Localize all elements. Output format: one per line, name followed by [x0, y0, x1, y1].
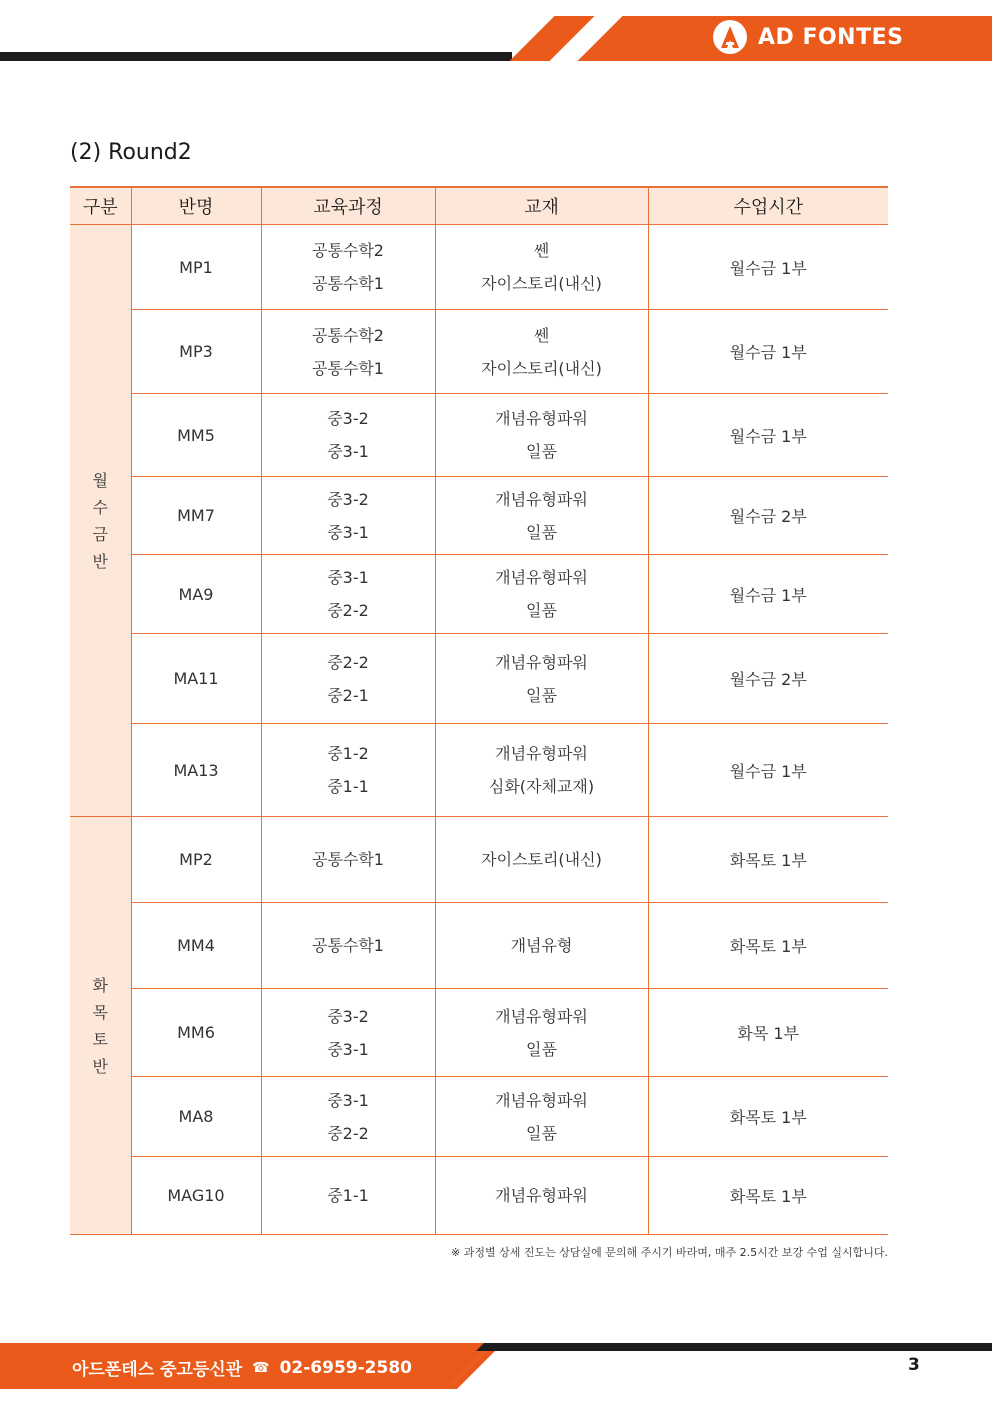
course-cell: 공통수학2 공통수학1: [261, 225, 435, 310]
book-cell: 개념유형파워 일품: [435, 555, 648, 634]
book-cell: 개념유형파워 심화(자체교재): [435, 724, 648, 817]
header-dark-line: [0, 52, 512, 61]
class-name: MM4: [131, 903, 261, 989]
time-cell: 월수금 1부: [648, 724, 888, 817]
header-class: 반명: [131, 187, 261, 225]
table-row: [70, 989, 888, 1077]
time-cell: 화목토 1부: [648, 1077, 888, 1157]
table-row: [70, 555, 888, 634]
header-group: 구분: [70, 187, 131, 225]
time-cell: 화목토 1부: [648, 903, 888, 989]
logo-text: AD FONTES: [758, 24, 904, 50]
course-cell: 공통수학1: [261, 817, 435, 903]
book-cell: 개념유형파워 일품: [435, 394, 648, 477]
table-header-row: [70, 187, 888, 225]
class-name: MA13: [131, 724, 261, 817]
header-accent-stripe: [510, 16, 595, 61]
page-number: 3: [908, 1355, 920, 1375]
course-cell: 중3-2 중3-1: [261, 394, 435, 477]
phone-number: 02-6959-2580: [279, 1357, 412, 1378]
class-name: MM6: [131, 989, 261, 1077]
section-title: (2) Round2: [70, 140, 192, 165]
footnote: ※ 과정별 상세 진도는 상담실에 문의해 주시기 바라며, 매주 2.5시간 보강 수업 실시합니다.: [451, 1246, 888, 1259]
book-cell: 쎈 자이스토리(내신): [435, 310, 648, 394]
class-name: MP2: [131, 817, 261, 903]
book-cell: 개념유형: [435, 903, 648, 989]
book-cell: 쎈 자이스토리(내신): [435, 225, 648, 310]
group-label-tts: 화 목 토 반: [70, 817, 131, 1235]
group-label-mwf: 월 수 금 반: [70, 225, 131, 817]
table-row: [70, 310, 888, 394]
course-cell: 공통수학2 공통수학1: [261, 310, 435, 394]
time-cell: 월수금 2부: [648, 477, 888, 555]
course-cell: 공통수학1: [261, 903, 435, 989]
table-row: [70, 634, 888, 724]
table-row: [70, 1157, 888, 1235]
course-cell: 중2-2 중2-1: [261, 634, 435, 724]
course-cell: 중1-2 중1-1: [261, 724, 435, 817]
branch-name: 아드폰테스 중고등신관: [72, 1360, 243, 1380]
footer-dark-line: [490, 1343, 992, 1351]
book-cell: 개념유형파워 일품: [435, 1077, 648, 1157]
course-cell: 중1-1: [261, 1157, 435, 1235]
book-cell: 개념유형파워 일품: [435, 477, 648, 555]
course-cell: 중3-2 중3-1: [261, 989, 435, 1077]
class-name: MP1: [131, 225, 261, 310]
table-row: [70, 394, 888, 477]
table-row: [70, 903, 888, 989]
book-cell: 개념유형파워 일품: [435, 989, 648, 1077]
class-name: MA8: [131, 1077, 261, 1157]
table-row: [70, 225, 888, 310]
schedule-table: [70, 186, 888, 1235]
table-row: [70, 477, 888, 555]
book-cell: 개념유형파워 일품: [435, 634, 648, 724]
table-row: [70, 1077, 888, 1157]
brand-logo: [712, 19, 903, 55]
time-cell: 월수금 1부: [648, 555, 888, 634]
course-cell: 중3-2 중3-1: [261, 477, 435, 555]
time-cell: 화목 1부: [648, 989, 888, 1077]
book-cell: 자이스토리(내신): [435, 817, 648, 903]
book-cell: 개념유형파워: [435, 1157, 648, 1235]
class-name: MA11: [131, 634, 261, 724]
header-time: 수업시간: [648, 187, 888, 225]
logo-a-icon: [712, 19, 748, 55]
time-cell: 월수금 2부: [648, 634, 888, 724]
table-row: [70, 817, 888, 903]
phone-icon: ☎: [252, 1359, 270, 1376]
course-cell: 중3-1 중2-2: [261, 555, 435, 634]
time-cell: 월수금 1부: [648, 225, 888, 310]
table-row: [70, 724, 888, 817]
time-cell: 월수금 1부: [648, 310, 888, 394]
time-cell: 화목토 1부: [648, 817, 888, 903]
class-name: MM7: [131, 477, 261, 555]
course-cell: 중3-1 중2-2: [261, 1077, 435, 1157]
time-cell: 화목토 1부: [648, 1157, 888, 1235]
class-name: MM5: [131, 394, 261, 477]
footer-contact: [72, 1355, 412, 1380]
time-cell: 월수금 1부: [648, 394, 888, 477]
header-course: 교육과정: [261, 187, 435, 225]
class-name: MAG10: [131, 1157, 261, 1235]
header-book: 교재: [435, 187, 648, 225]
class-name: MA9: [131, 555, 261, 634]
class-name: MP3: [131, 310, 261, 394]
